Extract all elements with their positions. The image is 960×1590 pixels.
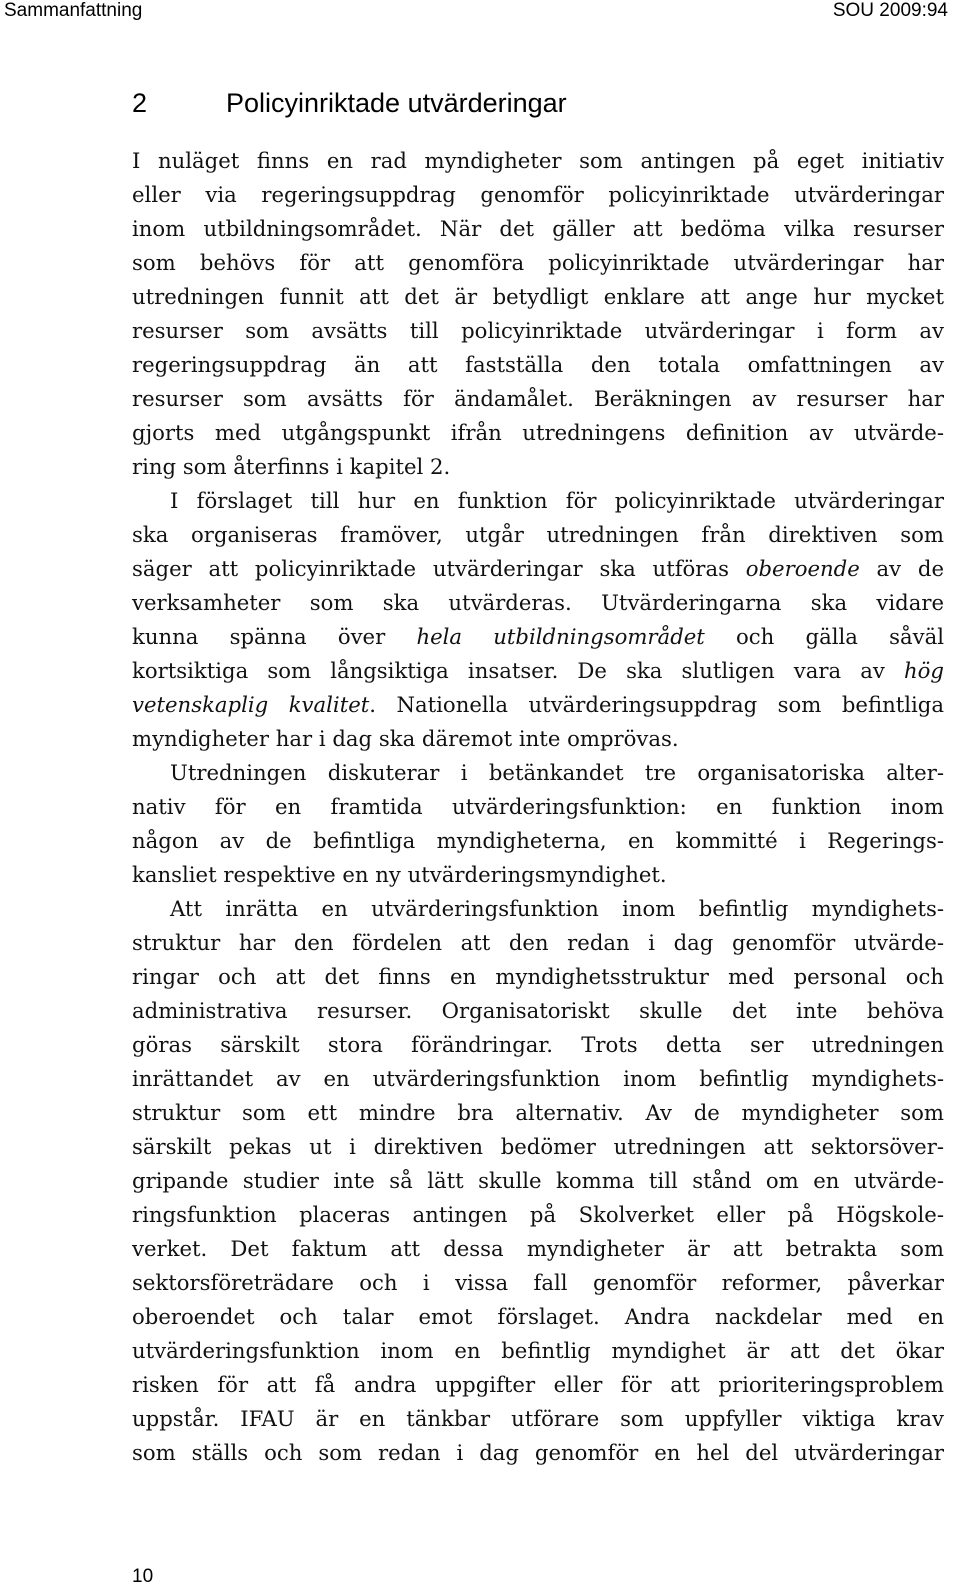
text-line: gjorts med utgångspunkt ifrån utredningens definition av utvärde- — [132, 420, 944, 445]
text-line: resurser som avsätts för ändamålet. Beräkningen av resurser har — [132, 386, 944, 411]
page-number: 10 — [132, 1566, 154, 1587]
text-line: någon av de befintliga myndigheterna, en kommitté i Regerings- — [132, 828, 944, 853]
text-line: kunna spänna över hela utbildningsområdet och gälla såväl — [132, 624, 944, 649]
text-line: kortsiktiga som långsiktiga insatser. De ska slutligen vara av hög — [132, 658, 944, 683]
text-line: struktur har den fördelen att den redan i dag genomför utvärde- — [132, 930, 944, 955]
text-line: struktur som ett mindre bra alternativ. Av de myndigheter som — [132, 1100, 944, 1125]
text-line: verket. Det faktum att dessa myndigheter är att betrakta som — [132, 1236, 944, 1261]
text-line: oberoendet och talar emot förslaget. Andra nackdelar med en — [132, 1304, 944, 1329]
chapter-title: Policyinriktade utvärderingar — [226, 88, 567, 118]
running-header-report-id: SOU 2009:94 — [832, 0, 948, 21]
body-text — [132, 144, 944, 1470]
text-line: verksamheter som ska utvärderas. Utvärderingarna ska vidare — [132, 590, 944, 615]
text-line: myndigheter har i dag ska däremot inte omprövas. — [132, 726, 679, 751]
text-line: risken för att få andra uppgifter eller för att prioriteringsproblem — [132, 1372, 944, 1397]
text-line: resurser som avsätts till policyinriktade utvärderingar i form av — [132, 318, 944, 343]
text-line: kansliet respektive en ny utvärderingsmyndighet. — [132, 862, 667, 887]
text-line: nativ för en framtida utvärderingsfunktion: en funktion inom — [132, 794, 944, 819]
text-line: Utredningen diskuterar i betänkandet tre organisatoriska alter- — [170, 760, 944, 785]
text-line: ska organiseras framöver, utgår utredningen från direktiven som — [132, 522, 944, 547]
text-line: göras särskilt stora förändringar. Trots detta ser utredningen — [132, 1032, 944, 1057]
text-line: Att inrätta en utvärderingsfunktion inom befintlig myndighets- — [170, 896, 944, 921]
text-line: I förslaget till hur en funktion för policyinriktade utvärderingar — [170, 488, 944, 513]
text-line: regeringsuppdrag än att fastställa den totala omfattningen av — [132, 352, 944, 377]
text-line: vetenskaplig kvalitet. Nationella utvärderingsuppdrag som befintliga — [132, 692, 944, 717]
text-line: ring som återfinns i kapitel 2. — [132, 454, 451, 479]
text-line: som ställs och som redan i dag genomför en hel del utvärderingar — [132, 1440, 944, 1465]
text-line: administrativa resurser. Organisatoriskt skulle det inte behöva — [132, 998, 944, 1023]
text-line: ringsfunktion placeras antingen på Skolverket eller på Högskole- — [132, 1202, 944, 1227]
text-line: som behövs för att genomföra policyinriktade utvärderingar har — [132, 250, 944, 275]
text-line: uppstår. IFAU är en tänkbar utförare som uppfyller viktiga krav — [132, 1406, 944, 1431]
chapter-heading — [132, 88, 567, 119]
text-line: I nuläget finns en rad myndigheter som antingen på eget initiativ — [132, 148, 944, 173]
text-line: sektorsföreträdare och i vissa fall genomför reformer, påverkar — [132, 1270, 944, 1295]
text-line: utredningen funnit att det är betydligt enklare att ange hur mycket — [132, 284, 944, 309]
text-line: inom utbildningsområdet. När det gäller att bedöma vilka resurser — [132, 216, 944, 241]
text-line: särskilt pekas ut i direktiven bedömer utredningen att sektorsöver- — [132, 1134, 944, 1159]
chapter-number: 2 — [132, 88, 148, 118]
text-line: inrättandet av en utvärderingsfunktion inom befintlig myndighets- — [132, 1066, 944, 1091]
text-line: ringar och att det finns en myndighetsstruktur med personal och — [132, 964, 944, 989]
text-line: säger att policyinriktade utvärderingar ska utföras oberoende av de — [132, 556, 944, 581]
text-line: eller via regeringsuppdrag genomför policyinriktade utvärderingar — [132, 182, 944, 207]
text-line: utvärderingsfunktion inom en befintlig myndighet är att det ökar — [132, 1338, 944, 1363]
running-header-section: Sammanfattning — [4, 0, 143, 21]
text-line: gripande studier inte så lätt skulle komma till stånd om en utvärde- — [132, 1168, 944, 1193]
